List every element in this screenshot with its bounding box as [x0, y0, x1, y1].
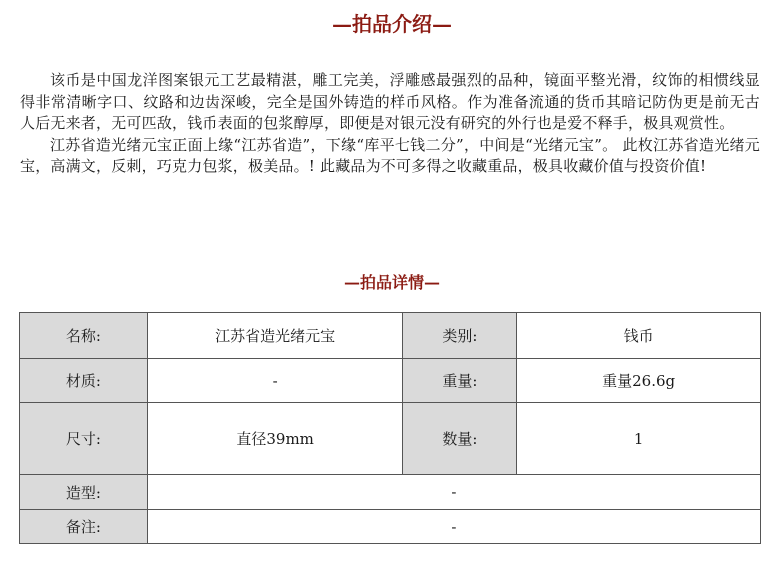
intro-text [20, 70, 760, 178]
category-label: 类别: [403, 313, 517, 359]
weight-label: 重量: [403, 359, 517, 403]
notes-value: - [147, 510, 760, 544]
size-label: 尺寸: [20, 403, 148, 475]
shape-value: - [147, 475, 760, 510]
table-row [20, 510, 761, 544]
shape-label: 造型: [20, 475, 148, 510]
quantity-value: 1 [517, 403, 761, 475]
material-value: - [147, 359, 403, 403]
category-value: 钱币 [517, 313, 761, 359]
notes-label: 备注: [20, 510, 148, 544]
details-table [19, 312, 761, 544]
quantity-label: 数量: [403, 403, 517, 475]
details-title: —拍品详情— [343, 273, 440, 292]
name-label: 名称: [20, 313, 148, 359]
table-row [20, 475, 761, 510]
table-row [20, 313, 761, 359]
size-value: 直径39mm [147, 403, 403, 475]
table-row [20, 359, 761, 403]
name-value: 江苏省造光绪元宝 [147, 313, 403, 359]
intro-paragraph-1: 该币是中国龙洋图案银元工艺最精湛，雕工完美，浮雕感最强烈的品种，镜面平整光滑，纹饰的相惯线显得非常清晰字口、纹路和边齿深峻，完全是国外铸造的样币风格。作为准备流通的货币其暗记防伪更是前无古人后无来者，无可匹敌，钱币表面的包浆醇厚，即便是对银元没有研究的外行也是爱不释手，极具观赏性。 [20, 71, 760, 132]
weight-value: 重量26.6g [517, 359, 761, 403]
material-label: 材质: [20, 359, 148, 403]
intro-title: —拍品介绍— [332, 12, 452, 36]
table-row [20, 403, 761, 475]
intro-paragraph-2: 江苏省造光绪元宝正面上缘“江苏省造”，下缘“库平七钱二分”，中间是“光绪元宝”。 此枚江苏省造光绪元宝，高满文，反刺，巧克力包浆，极美品。! 此藏品为不可多得之收藏重品，极具收藏价值与投资价值! [20, 135, 760, 175]
